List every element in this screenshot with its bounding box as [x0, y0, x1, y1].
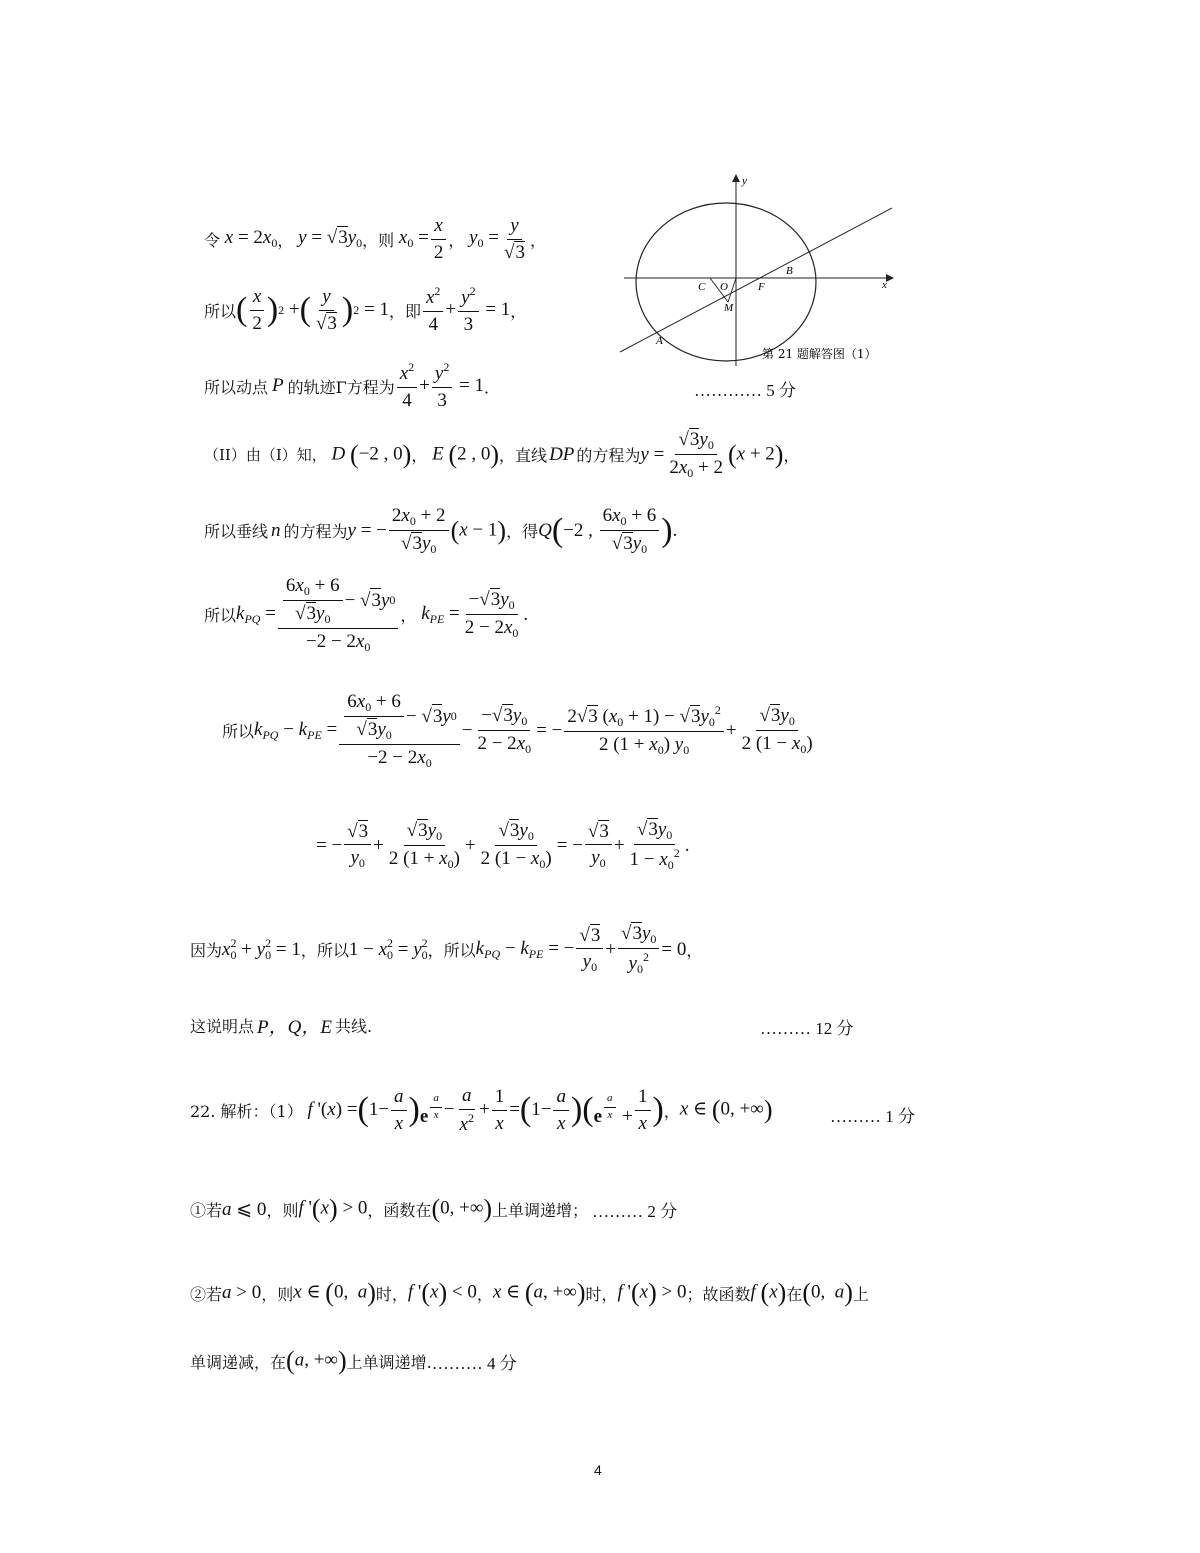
line-ab	[620, 208, 892, 352]
line-difference: 所以 $k_{PQ} - k_{PE}$ = $\frac{6x_0 + 6}{√3y_0}$ − √ 3 y 0 $-2 - 2x_0$ − $\frac{-√3y_0}{2 - 2x_0}$ = − $\frac{2√3 (x_0 + 1) - √3y_0^2}{2 (1 + x_0) y_0}$ + $\frac{√3y_0}{2 (1 - x_0)}$	[222, 691, 813, 770]
label-f: F	[758, 281, 765, 293]
line-case1: ①若 a ⩽ 0 ，则 f '(x) > 0 ，函数在 (0, +∞) 上单调递增； ……… 2 分	[190, 1194, 678, 1223]
line-p22-derivative: 22. 解析：（1） f '(x) = ( 1− $\frac{a}{x}$ ) e $^{\frac{a}{x}}$ − $\frac{a}{x^2}$ + $\frac{1}{x}$ = ( 1− $\frac{a}{x}$ ) ( e $^{\frac{a}{x}}$ + $\frac{1}{x}$ ) ， x ∈ (0, +∞)	[190, 1085, 773, 1135]
label-b: B	[786, 265, 793, 277]
y-axis-arrow	[732, 174, 740, 182]
line-because: 因为 $x_0^2 + y_0^2 = 1$ ，所以 $1 - x_0^2 = y_0^2$ ，所以 $k_{PQ} - k_{PE}$ = − $\frac{√3}{y_0}$ + $\frac{√3y_0}{y_0^2}$ = 0 ，	[190, 923, 703, 976]
ellipse-diagram	[610, 170, 900, 370]
line-so-equation: 所以 ( $\frac{x}{2}$ ) 2 + ( $\frac{y}{√3}$ ) 2 = 1 ，即 $\frac{x^2}{4}$ + $\frac{y^2}{3}$ = 1 ，	[204, 284, 527, 335]
line-case2: ②若 a > 0 ，则 x ∈ (0, a) 时， f '(x) < 0 ， x ∈ (a, +∞) 时， f '(x) > 0 ；故函数 f (x) 在 (0, a) 上	[190, 1278, 869, 1307]
line-conclusion: 这说明点 P，Q，E 共线.	[190, 1017, 373, 1038]
figure-caption: 第 21 题解答图（1）	[762, 347, 877, 361]
label-o: O	[720, 281, 728, 293]
x-axis-arrow	[886, 274, 894, 282]
score-5: ………… 5 分	[694, 381, 796, 400]
line-trajectory: 所以动点 P 的轨迹Γ方程为 $\frac{x^2}{4}$ + $\frac{y^2}{3}$ = 1 ．	[204, 360, 501, 411]
label-x: x	[882, 279, 887, 291]
label-y: y	[742, 175, 747, 187]
label-a: A	[656, 335, 663, 347]
score-12: ……… 12 分	[760, 1019, 854, 1038]
line-perpendicular: 所以垂线 n 的方程为 y = − $\frac{2x_0 + 2}{√3y_0}$ (x − 1) ，得 Q ( −2 , $\frac{6x_0 + 6}{√3y_0}$ ) .	[204, 505, 678, 556]
figure-21	[610, 170, 900, 370]
line-simplify: = − $\frac{√3}{y_0}$ + $\frac{√3y_0}{2 (1 + x_0)}$ + $\frac{√3y_0}{2 (1 - x_0)}$ = − $\frac{√3}{y_0}$ + $\frac{√3y_0}{1 - x_0^2}$ .	[316, 819, 690, 872]
line-part2: （II）由（I）知， D (−2 , 0) ， E (2 , 0) ，直线 DP 的方程为 y = $\frac{√3y_0}{2x_0 + 2}$ (x + 2) ，	[204, 429, 800, 480]
label-m: M	[724, 302, 734, 314]
line-substitution: 令 $x = 2x_0$ ， $y = √3y_0$ ，则 $x_0$ = $\frac{x}{2}$ ， $y_0$ = $\frac{y}{√3}$ ，	[204, 215, 546, 263]
line-case2-cont: 单调递减，在 (a, +∞) 上单调递增. ……… 4 分	[190, 1346, 517, 1375]
line-slopes: 所以 $k_{PQ}$ = $\frac{6x_0 + 6}{√3y_0}$ − √ 3 y 0 $-2 - 2x_0$ ， $k_{PE}$ = $\frac{-√3y_0}{2 - 2x_0}$ .	[204, 575, 529, 654]
label-c: C	[698, 281, 706, 293]
page-number: 4	[594, 1462, 602, 1478]
score-1: ……… 1 分	[830, 1107, 915, 1126]
segment-om	[728, 278, 736, 302]
